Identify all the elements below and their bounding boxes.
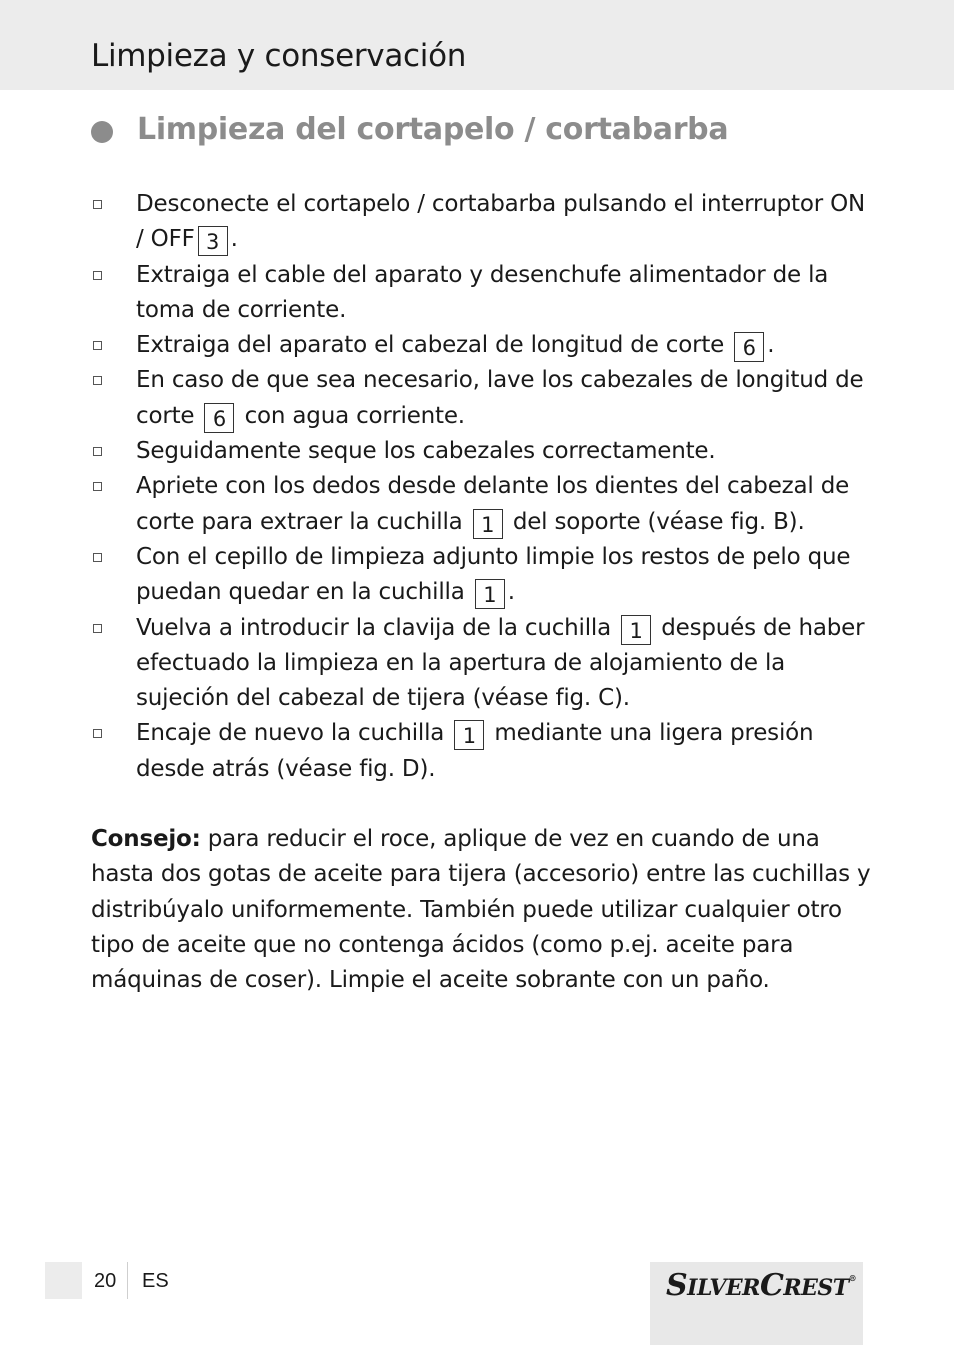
tip-text: para reducir el roce, aplique de vez en cuando de una hasta dos gotas de aceite para tijera (accesorio) entre las cuchillas y distribúyalo uniformemente. También puede utilizar cualquier otro tipo de aceite que no contenga ácidos (como p.ej. aceite para máquinas de coser). Limpie el aceite sobrante con un paño. (91, 826, 871, 994)
part-reference: 1 (621, 615, 651, 645)
footer-divider (127, 1262, 128, 1299)
brand-logo: SILVERCREST® (666, 1268, 857, 1303)
checkbox-icon (93, 447, 102, 456)
part-reference: 3 (198, 226, 228, 256)
part-reference: 6 (734, 332, 764, 362)
step-item (91, 716, 871, 787)
checkbox-icon (93, 553, 102, 562)
checkbox-icon (93, 200, 102, 209)
checkbox-icon (93, 482, 102, 491)
step-item (91, 363, 871, 434)
step-text: Extraiga el cable del aparato y desenchufe alimentador de la toma de corriente. (136, 261, 829, 323)
page-title: Limpieza y conservación (91, 38, 467, 74)
step-text-tail: . (767, 332, 775, 359)
step-text-tail: después de haber efectuado la limpieza en la apertura de alojamiento de la sujeción del cabezal de tijera (véase fig. C). (136, 614, 865, 712)
step-item (91, 469, 871, 540)
checkbox-icon (93, 271, 102, 280)
step-text-tail: mediante una ligera presión desde atrás (véase fig. D). (136, 720, 814, 782)
step-text: Encaje de nuevo la cuchilla (136, 720, 445, 747)
part-reference: 6 (204, 403, 234, 433)
step-text-tail: con agua corriente. (244, 402, 465, 429)
checkbox-icon (93, 729, 102, 738)
step-item (91, 434, 871, 469)
checkbox-icon (93, 624, 102, 633)
language-code: ES (142, 1270, 169, 1292)
page-number: 20 (94, 1270, 117, 1292)
step-item (91, 187, 871, 258)
step-text-tail: . (507, 579, 515, 606)
section-bullet-icon (91, 121, 113, 143)
step-item (91, 611, 871, 717)
header-band (0, 0, 954, 90)
part-reference: 1 (454, 720, 484, 750)
step-text: Desconecte el cortapelo / cortabarba pulsando el interruptor ON / OFF (136, 191, 866, 253)
brand-box (650, 1262, 863, 1345)
part-reference: 1 (475, 579, 505, 609)
checkbox-icon (93, 376, 102, 385)
step-text: Vuelva a introducir la clavija de la cuchilla (136, 614, 611, 641)
section-title: Limpieza del cortapelo / cortabarba (137, 112, 729, 147)
tip-paragraph (91, 822, 871, 998)
step-text: Apriete con los dedos desde delante los dientes del cabezal de corte para extraer la cuchilla (136, 473, 850, 535)
step-item (91, 258, 871, 329)
tip-label: Consejo: (91, 826, 201, 852)
cleaning-steps-list (91, 187, 871, 787)
step-text: En caso de que sea necesario, lave los cabezales de longitud de corte (136, 367, 864, 429)
checkbox-icon (93, 341, 102, 350)
step-text: Extraiga del aparato el cabezal de longitud de corte (136, 332, 725, 359)
footer-marker (45, 1262, 82, 1299)
step-item (91, 328, 871, 363)
step-text-tail: . (230, 226, 238, 253)
step-text: Seguidamente seque los cabezales correctamente. (136, 438, 716, 465)
step-text: Con el cepillo de limpieza adjunto limpie los restos de pelo que puedan quedar en la cuchilla (136, 543, 851, 606)
step-text-tail: del soporte (véase fig. B). (512, 508, 805, 535)
part-reference: 1 (473, 509, 503, 539)
step-item (91, 540, 871, 611)
